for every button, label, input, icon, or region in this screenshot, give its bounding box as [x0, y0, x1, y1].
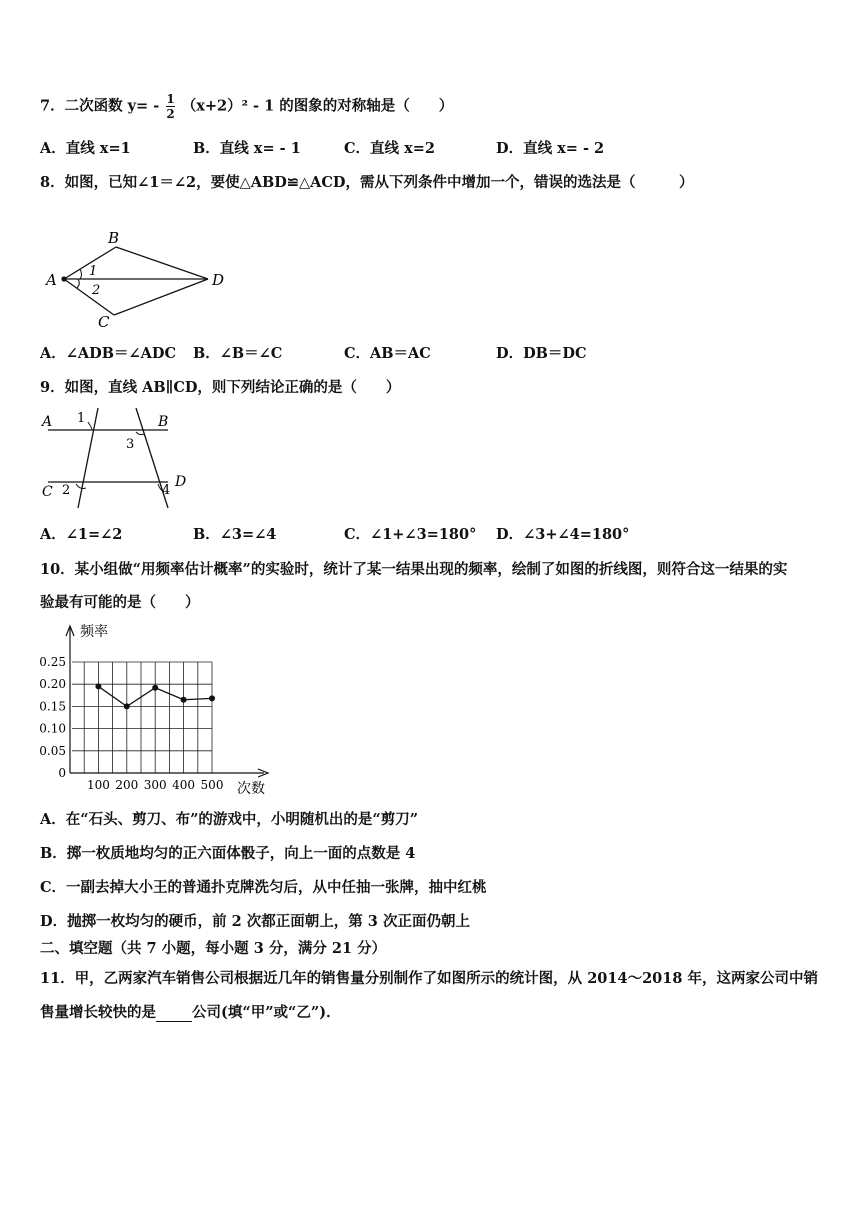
q10-option-a: A．在“石头、剪刀、布”的游戏中，小明随机出的是“剪刀”	[40, 811, 419, 828]
q9-option-b: B．∠3=∠4	[193, 526, 277, 543]
chart-y-ticks	[39, 655, 66, 780]
y-tick-label-2: 0.10	[39, 721, 66, 736]
q9-option-d: D．∠3+∠4=180°	[496, 526, 630, 543]
q11-answer-blank[interactable]	[156, 1007, 192, 1022]
q7-option-b: B．直线 x= - 1	[193, 140, 301, 157]
x-tick-label-3: 400	[172, 778, 196, 792]
q8-label-a: A	[46, 271, 57, 289]
chart-axes	[66, 626, 268, 777]
x-tick-label-4: 500	[200, 778, 224, 792]
question-10-line1: 10．某小组做“用频率估计概率”的实验时，统计了某一结果出现的频率，绘制了如图的折线图，则符合这一结果的实	[40, 561, 788, 578]
q8-label-c: C	[98, 313, 110, 331]
q9-figure	[40, 404, 200, 512]
q10-option-b: B．掷一枚质地均匀的正六面体骰子，向上一面的点数是 4	[40, 845, 416, 862]
q9-label-a: A	[42, 414, 53, 430]
x-tick-label-2: 300	[143, 778, 167, 792]
q8-option-a: A．∠ADB＝∠ADC	[40, 345, 176, 362]
x-tick-label-1: 200	[115, 778, 139, 792]
data-point-3	[181, 697, 187, 703]
q8-angle-1: 1	[89, 264, 98, 279]
chart-y-label: 频率	[80, 624, 108, 640]
question-11-line2	[40, 1001, 341, 1022]
y-tick-label-1: 0.05	[39, 743, 66, 758]
q8-option-b: B．∠B＝∠C	[193, 345, 283, 362]
q8-figure	[40, 225, 240, 335]
q7-suffix: （x+2）² - 1 的图象的对称轴是（ ）	[181, 97, 454, 115]
data-point-2	[152, 685, 158, 691]
q7-option-c: C．直线 x=2	[344, 140, 435, 157]
chart-x-label: 次数	[237, 781, 265, 797]
q9-label-d: D	[175, 474, 187, 490]
question-9: 9．如图，直线 AB∥CD，则下列结论正确的是（ ）	[40, 379, 401, 396]
q11-prefix: 售量增长较快的是	[40, 1004, 156, 1021]
q10-option-d: D．抛掷一枚均匀的硬币，前 2 次都正面朝上，第 3 次正面仍朝上	[40, 913, 470, 930]
question-11-line1: 11．甲，乙两家汽车销售公司根据近几年的销售量分别制作了如图所示的统计图，从 2014～2018 年，这两家公司中销	[40, 970, 818, 987]
q9-option-a: A．∠1=∠2	[40, 526, 123, 543]
chart-grid	[72, 662, 212, 773]
y-tick-label-4: 0.20	[39, 677, 66, 692]
q7-frac-den: 2	[166, 107, 175, 121]
q9-angle-1: 1	[77, 411, 86, 426]
data-point-4	[209, 695, 215, 701]
q9-angle-2: 2	[62, 483, 71, 498]
question-8: 8．如图，已知∠1＝∠2，要使△ABD≌△ACD，需从下列条件中增加一个，错误的选法是（ ）	[40, 174, 694, 191]
q7-prefix: 7．二次函数 y= -	[40, 97, 160, 115]
q11-suffix: 公司(填“甲”或“乙”)．	[192, 1004, 341, 1021]
q9-option-c: C．∠1+∠3=180°	[344, 526, 477, 543]
q7-option-d: D．直线 x= - 2	[496, 140, 605, 157]
y-tick-label-5: 0.25	[39, 655, 66, 669]
y-tick-label-0: 0	[58, 766, 66, 780]
q8-option-d: D．DB＝DC	[496, 345, 587, 362]
chart-x-ticks	[87, 778, 224, 792]
section-2-title: 二、填空题（共 7 小题，每小题 3 分，满分 21 分）	[40, 940, 387, 957]
q7-option-a: A．直线 x=1	[40, 140, 131, 157]
q9-label-b: B	[158, 414, 169, 430]
data-point-1	[124, 703, 130, 709]
y-tick-label-3: 0.15	[39, 699, 66, 714]
frequency-chart	[32, 618, 282, 798]
q9-label-c: C	[42, 484, 53, 500]
q8-label-b: B	[108, 229, 120, 247]
q7-frac-num: 1	[166, 92, 175, 106]
q9-angle-4: 4	[162, 483, 171, 498]
q8-angle-2: 2	[92, 283, 101, 298]
q8-option-c: C．AB＝AC	[344, 345, 431, 362]
question-10-line2: 验最有可能的是（ ）	[40, 594, 200, 611]
q7-fraction	[166, 92, 174, 121]
x-tick-label-0: 100	[86, 778, 110, 792]
data-point-0	[95, 683, 101, 689]
q10-option-c: C．一副去掉大小王的普通扑克牌洗匀后，从中任抽一张牌，抽中红桃	[40, 879, 487, 896]
q8-label-d: D	[212, 271, 225, 289]
q9-angle-3: 3	[126, 437, 135, 452]
question-7	[40, 92, 453, 121]
